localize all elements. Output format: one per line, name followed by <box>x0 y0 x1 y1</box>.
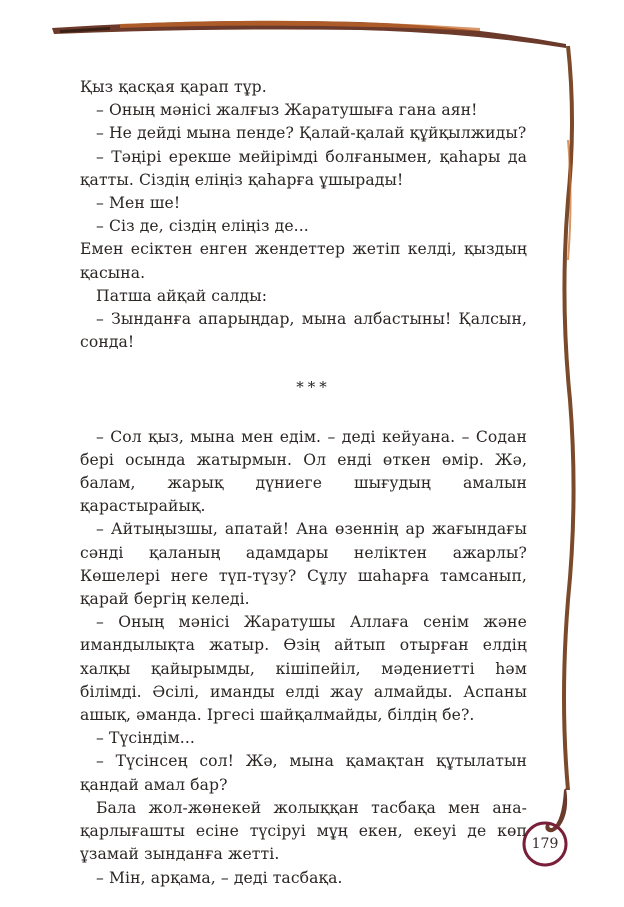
paragraph: – Мен ше! <box>96 194 181 213</box>
paragraph: – Мін, арқама, – деді тасбақа. <box>96 868 343 887</box>
paragraph: Патша айқай салды: <box>96 286 268 305</box>
paragraph: Қыз қасқая қарап тұр. <box>80 78 267 96</box>
paragraph: – Сол қыз, мына мен едім. – деді кейуана. – Содан бері осында жатырмын. Ол енді өткен өмір. Жә, балам, жарық дүниеге шығудың амалын қарастырайық. <box>80 427 527 516</box>
paragraph: – Түсіндім... <box>96 729 195 748</box>
story-text <box>80 76 527 890</box>
paragraph: – Оның мәнісі жалғыз Жаратушыға гана аян! <box>96 101 478 120</box>
paragraph: Бала жол-жөнекей жолыққан тасбақа мен ана-қарлығашты есіне түсіруі мұң екен, екеуі де көп ұзамай зынданға жетті. <box>80 798 527 864</box>
paragraph: Емен есіктен енген жендеттер жетіп келді, қыздың қасына. <box>80 240 527 282</box>
paragraph: – Зынданға апарыңдар, мына албастыны! Қалсын, сонда! <box>80 310 527 352</box>
paragraph: – Тәңірі ерекше мейірімді болғанымен, қаһары да қатты. Сіздің еліңіз қаһарға ұшырады! <box>80 147 527 189</box>
paragraph: – Не дейді мына пенде? Қалай-қалай құйқылжиды? <box>96 124 527 143</box>
paragraph: – Оның мәнісі Жаратушы Аллаға сенім және имандылықта жатыр. Өзің айтып отырған елдің халқы қайырымды, кішіпейіл, мәдениетті һәм білімді. Әсілі, иманды елді жау алмайды. Аспаны ашық, әманда. Іргесі шайқалмайды, білдің бе?. <box>80 613 527 725</box>
paragraph: – Сіз де, сіздің еліңіз де... <box>96 217 309 236</box>
page-number: 179 <box>531 836 559 852</box>
paragraph: – Айтыңызшы, апатай! Ана өзеннің ар жағындағы сәнді қаланың адамдары неліктен ажарлы? Көшелері неге түп-түзу? Сұлу шаһарға тамсанып, қарай бергің келеді. <box>80 520 527 609</box>
section-separator: *** <box>296 378 331 397</box>
paragraph: – Түсінсең сол! Жә, мына қамақтан құтылатын қандай амал бар? <box>80 752 527 794</box>
